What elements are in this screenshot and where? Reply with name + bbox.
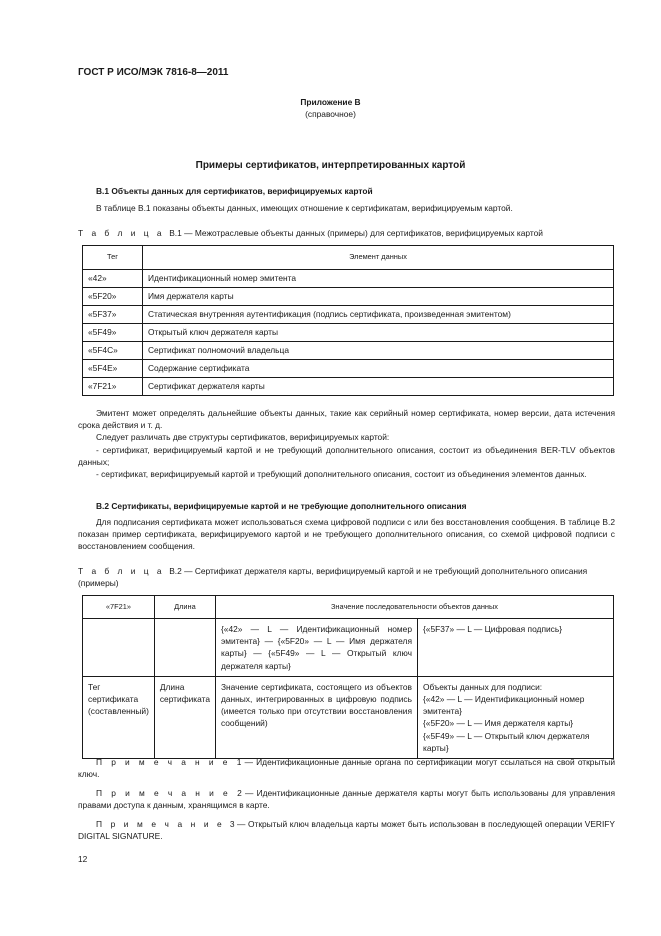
cell-tag: «5F49» xyxy=(83,324,143,342)
list-item: - сертификат, верифицируемый картой и не требующий дополнительного описания, состоит из объединения BER-TLV объектов данных; xyxy=(78,444,615,467)
cell-element: Содержание сертификата xyxy=(143,360,614,378)
cell-certificate-length: Длина сертификата xyxy=(154,676,215,758)
table-header-row xyxy=(83,246,614,270)
table-row xyxy=(83,360,614,378)
note-2 xyxy=(78,787,615,811)
table-row xyxy=(83,288,614,306)
cell-element: Открытый ключ держателя карты xyxy=(143,324,614,342)
empty-cell xyxy=(154,619,215,677)
paragraph-b1-text: В таблице В.1 показаны объекты данных, имеющих отношение к сертификатам, верифицируемым картой. xyxy=(96,203,513,213)
table-row xyxy=(83,676,614,758)
body-text-1 xyxy=(78,407,615,480)
list-item: - сертификат, верифицируемый картой и требующий дополнительного описания, состоит из объединения элементов данных. xyxy=(96,468,587,479)
cell-element: Статическая внутренняя аутентификация (подпись сертификата, произведенная эмитентом) xyxy=(143,306,614,324)
cell-signature: {«5F37» — L — Цифровая подпись} xyxy=(417,619,613,677)
note-text: 2 — Идентификационные данные держателя карты могут быть использованы для управления правами доступа к данным, хранящимся в карте. xyxy=(78,788,616,811)
table1-caption xyxy=(78,227,615,239)
cell-tag: «5F37» xyxy=(83,306,143,324)
note-label: П р и м е ч а н и е xyxy=(96,819,225,829)
table1-caption-text: В.1 — Межотраслевые объекты данных (примеры) для сертификатов, верифицируемых картой xyxy=(169,228,543,238)
table-row xyxy=(83,619,614,677)
heading-b2: В.2 Сертификаты, верифицируемые картой и не требующие дополнительного описания xyxy=(96,501,467,511)
table-row xyxy=(83,378,614,396)
column-header-tag: Тег xyxy=(83,246,143,270)
cell-tag: «5F4E» xyxy=(83,360,143,378)
table-b1 xyxy=(82,245,614,396)
signature-object: {«42» — L — Идентификационный номер эмитента} xyxy=(422,693,585,717)
table2-caption-prefix: Т а б л и ц а xyxy=(78,566,165,576)
note-text: 1 — Идентификационные данные органа по сертификации могут ссылаться на свой открытый ключ. xyxy=(78,757,615,780)
table-header-row xyxy=(83,596,614,619)
table-row xyxy=(83,306,614,324)
cell-element: Сертификат полномочий владельца xyxy=(143,342,614,360)
cell-element: Имя держателя карты xyxy=(143,288,614,306)
note-1 xyxy=(78,756,615,780)
signature-object: {«5F20» — L — Имя держателя карты} xyxy=(422,718,574,729)
cell-element: Сертификат держателя карты xyxy=(143,378,614,396)
cell-certificate-value: Значение сертификата, состоящего из объектов данных, интегрированных в цифровую подпись (имеется только при отсутствии восстановления сообщений) xyxy=(215,676,417,758)
note-text: 3 — Открытый ключ владельца карты может быть использован в последующей операции VERIFY DIGITAL SIGNATURE. xyxy=(78,819,615,842)
column-header-tag: «7F21» xyxy=(83,596,155,619)
heading-b1: В.1 Объекты данных для сертификатов, верифицируемых картой xyxy=(96,186,373,196)
standard-header: ГОСТ Р ИСО/МЭК 7816-8—2011 xyxy=(78,67,229,78)
note-label: П р и м е ч а н и е xyxy=(96,788,231,798)
table2-caption-text: В.2 — Сертификат держателя карты, верифицируемый картой и не требующий дополнительного описания (примеры) xyxy=(78,566,588,589)
paragraph-b2-text: Для подписания сертификата может использоваться схема цифровой подписи с или без восстановления сообщения. В таблице В.2 показан пример сертификата, верифицируемого картой и не требующего дополнительного описания, со схемой цифровой подписи с восстановлением сообщения. xyxy=(78,517,615,552)
table-b2 xyxy=(82,595,614,759)
table-row xyxy=(83,342,614,360)
page-number: 12 xyxy=(78,854,88,864)
cell-certificate-tag: Тег сертификата (составленный) xyxy=(83,676,155,758)
table1-caption-prefix: Т а б л и ц а xyxy=(78,228,165,238)
paragraph-b2 xyxy=(78,516,615,553)
appendix-label: Приложение В xyxy=(300,97,361,107)
table-row xyxy=(83,270,614,288)
cell-tag: «5F20» xyxy=(83,288,143,306)
column-header-length: Длина xyxy=(154,596,215,619)
cell-tag: «5F4C» xyxy=(83,342,143,360)
paragraph-b1 xyxy=(78,202,615,214)
appendix-type: (справочное) xyxy=(305,109,356,119)
signature-object: {«5F49» — L — Открытый ключ держателя карты} xyxy=(422,730,590,753)
paragraph: Следует различать две структуры сертификатов, верифицируемых картой: xyxy=(96,432,390,443)
empty-cell xyxy=(83,619,155,677)
cell-tag: «42» xyxy=(83,270,143,288)
note-label: П р и м е ч а н и е xyxy=(96,757,231,767)
signature-objects-label: Объекты данных для подписи: xyxy=(422,681,543,692)
column-header-value: Значение последовательности объектов данных xyxy=(215,596,613,619)
table2-caption xyxy=(78,565,615,589)
note-3 xyxy=(78,818,615,842)
section-title: Примеры сертификатов, интерпретированных картой xyxy=(195,160,466,171)
cell-element: Идентификационный номер эмитента xyxy=(143,270,614,288)
cell-tag: «7F21» xyxy=(83,378,143,396)
table-row xyxy=(83,324,614,342)
column-header-element: Элемент данных xyxy=(143,246,614,270)
cell-signed-objects: {«42» — L — Идентификационный номер эмитента} — {«5F20» — L — Имя держателя карты} — {«5F49» — L — Открытый ключ держателя карты} xyxy=(215,619,417,677)
cell-signature-objects xyxy=(417,676,613,758)
paragraph: Эмитент может определять дальнейшие объекты данных, такие как серийный номер сертификата, номер версии, дата истечения срока действия и т. д. xyxy=(78,408,615,431)
